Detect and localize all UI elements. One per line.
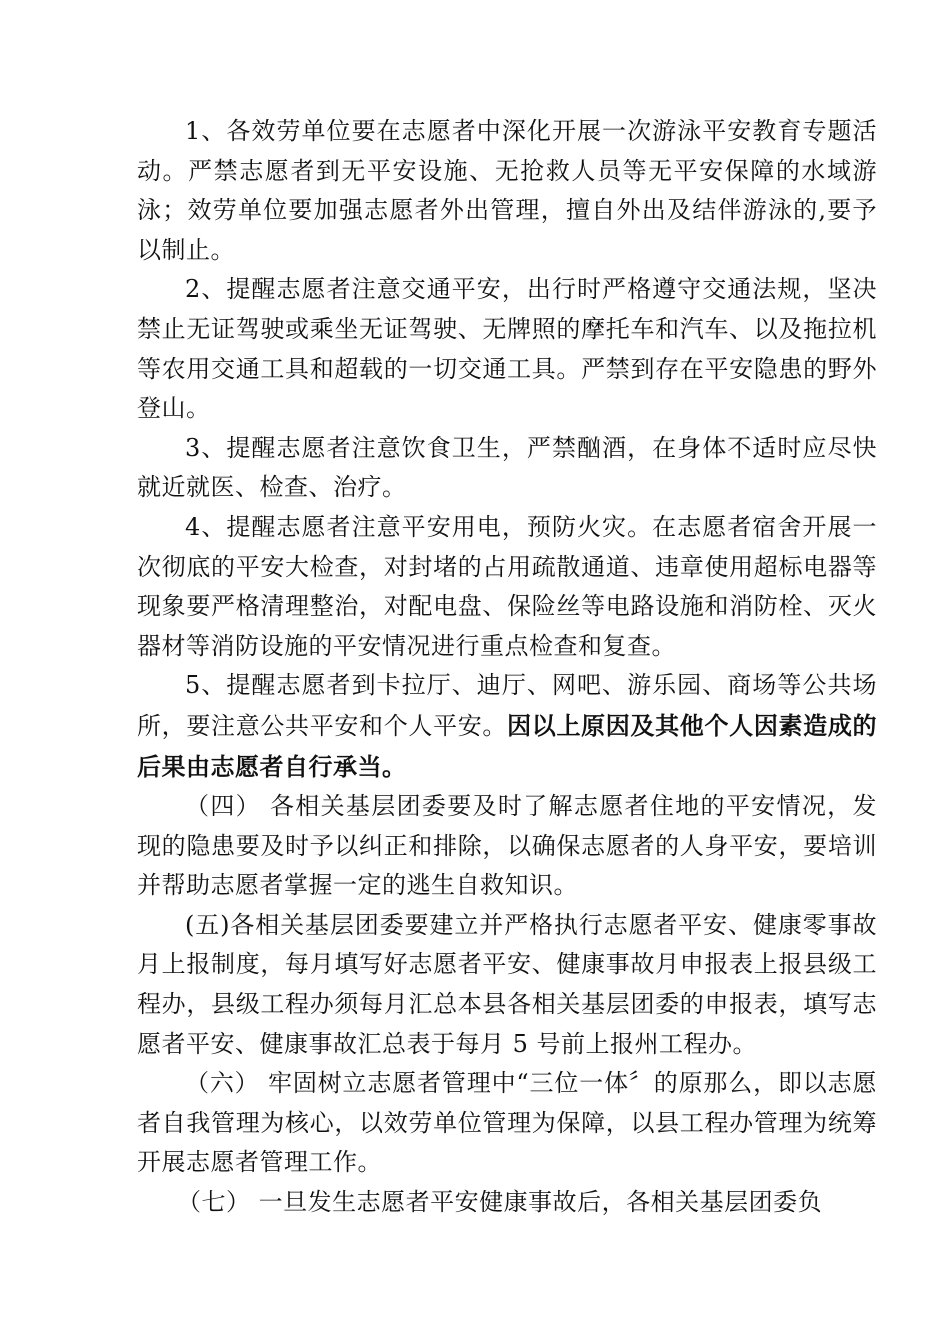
paragraph-item-9	[137, 1183, 877, 1223]
paragraph-text: 4、提醒志愿者注意平安用电，预防火灾。在志愿者宿舍开展一次彻底的平安大检查，对封堵的占用疏散通道、违章使用超标电器等现象要严格清理整治，对配电盘、保险丝等电路设施和消防栓、灭火器材等消防设施的平安情况进行重点检查和复查。	[137, 512, 877, 660]
paragraph-text: 3、提醒志愿者注意饮食卫生，严禁酗酒，在身体不适时应尽快就近就医、检查、治疗。	[137, 433, 877, 502]
paragraph-text: (五)各相关基层团委要建立并严格执行志愿者平安、健康零事故月上报制度，每月填写好志愿者平安、健康事故月申报表上报县级工程办，县级工程办须每月汇总本县各相关基层团委的申报表，填写志愿者平安、健康事故汇总表于每月 5 号前上报州工程办。	[137, 910, 877, 1058]
paragraph-text: 1、各效劳单位要在志愿者中深化开展一次游泳平安教育专题活动。严禁志愿者到无平安设施、无抢救人员等无平安保障的水域游泳；效劳单位要加强志愿者外出管理，擅自外出及结伴游泳的,要予以制止。	[137, 117, 877, 264]
paragraph-item-6	[137, 787, 877, 906]
paragraph-text: 5、提醒志愿者到卡拉厅、迪厅、网吧、游乐园、商场等公共场所，要注意公共平安和个人平安。	[137, 671, 877, 740]
paragraph-text: 2、提醒志愿者注意交通平安，出行时严格遵守交通法规，坚决禁止无证驾驶或乘坐无证驾驶、无牌照的摩托车和汽车、以及拖拉机等农用交通工具和超载的一切交通工具。严禁到存在平安隐患的野外登山。	[137, 275, 877, 423]
paragraph-item-3	[137, 429, 877, 508]
paragraph-text: （七） 一旦发生志愿者平安健康事故后，各相关基层团委负	[177, 1188, 823, 1217]
paragraph-text: （四） 各相关基层团委要及时了解志愿者住地的平安情况，发现的隐患要及时予以纠正和排除，以确保志愿者的人身平安，要培训并帮助志愿者掌握一定的逃生自救知识。	[137, 792, 877, 900]
paragraph-text: （六） 牢固树立志愿者管理中“三位一体〞的原那么，即以志愿者自我管理为核心，以效劳单位管理为保障，以县工程办管理为统筹开展志愿者管理工作。	[137, 1069, 877, 1177]
paragraph-item-5	[137, 666, 877, 787]
paragraph-item-1	[137, 112, 877, 270]
paragraph-item-4	[137, 508, 877, 666]
document-page	[137, 112, 877, 1223]
paragraph-bold-text: 因以上原因及其他个人因素造成的后果由志愿者自行承当。	[137, 710, 878, 781]
paragraph-item-7	[137, 906, 877, 1064]
paragraph-item-2	[137, 270, 877, 428]
paragraph-item-8	[137, 1064, 877, 1183]
